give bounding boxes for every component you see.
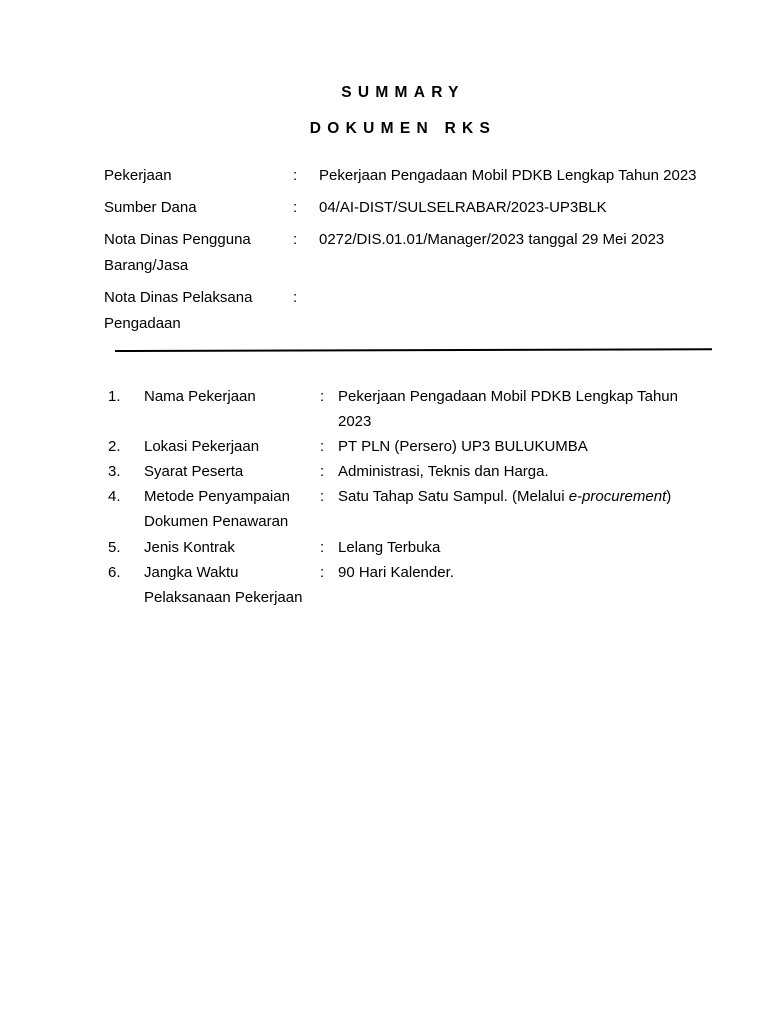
meta-value: 0272/DIS.01.01/Manager/2023 tanggal 29 Mei 2023 xyxy=(319,231,665,248)
meta-colon: : xyxy=(293,231,298,248)
list-value-italic: e-procurement xyxy=(568,488,667,505)
list-value-text: Satu Tahap Satu Sampul. (Melalui xyxy=(338,488,569,505)
meta-label: Nota Dinas Pelaksana Pengadaan xyxy=(104,289,253,332)
list-label: Nama Pekerjaan xyxy=(144,388,256,405)
list-value: Administrasi, Teknis dan Harga. xyxy=(338,463,549,480)
list-value: PT PLN (Persero) UP3 BULUKUMBA xyxy=(338,438,588,455)
list-value: Pekerjaan Pengadaan Mobil PDKB Lengkap Tahun 2023 xyxy=(338,388,678,430)
meta-value: 04/AI-DIST/SULSELRABAR/2023-UP3BLK xyxy=(319,199,607,216)
meta-label: Sumber Dana xyxy=(104,199,197,216)
list-colon: : xyxy=(320,564,325,581)
meta-label: Pekerjaan xyxy=(104,167,172,184)
list-colon: : xyxy=(320,388,325,405)
document-title: SUMMARY xyxy=(341,84,465,101)
list-colon: : xyxy=(320,539,325,556)
list-label: Syarat Peserta xyxy=(144,463,244,480)
list-colon: : xyxy=(320,438,325,455)
list-colon: : xyxy=(320,488,325,505)
meta-label: Nota Dinas Pengguna Barang/Jasa xyxy=(104,231,251,274)
list-label: Lokasi Pekerjaan xyxy=(144,438,260,455)
list-value-suffix: ) xyxy=(666,488,672,505)
list-label: Jangka Waktu Pelaksanaan Pekerjaan xyxy=(144,564,303,606)
meta-colon: : xyxy=(293,199,298,216)
list-value: 90 Hari Kalender. xyxy=(338,564,454,581)
document-subtitle: DOKUMEN RKS xyxy=(309,120,497,137)
list-number: 5. xyxy=(108,539,121,556)
meta-colon: : xyxy=(293,289,298,306)
section-divider xyxy=(115,348,712,352)
meta-value: Pekerjaan Pengadaan Mobil PDKB Lengkap Tahun 2023 xyxy=(319,167,697,184)
list-label: Jenis Kontrak xyxy=(144,539,235,556)
list-number: 6. xyxy=(108,564,121,581)
meta-colon: : xyxy=(293,167,298,184)
list-number: 1. xyxy=(108,388,121,405)
list-colon: : xyxy=(320,463,325,480)
list-label: Metode Penyampaian Dokumen Penawaran xyxy=(144,488,290,530)
list-value: Lelang Terbuka xyxy=(338,539,441,556)
list-number: 3. xyxy=(108,463,121,480)
list-number: 4. xyxy=(108,488,121,505)
list-value xyxy=(338,484,710,509)
list-number: 2. xyxy=(108,438,121,455)
